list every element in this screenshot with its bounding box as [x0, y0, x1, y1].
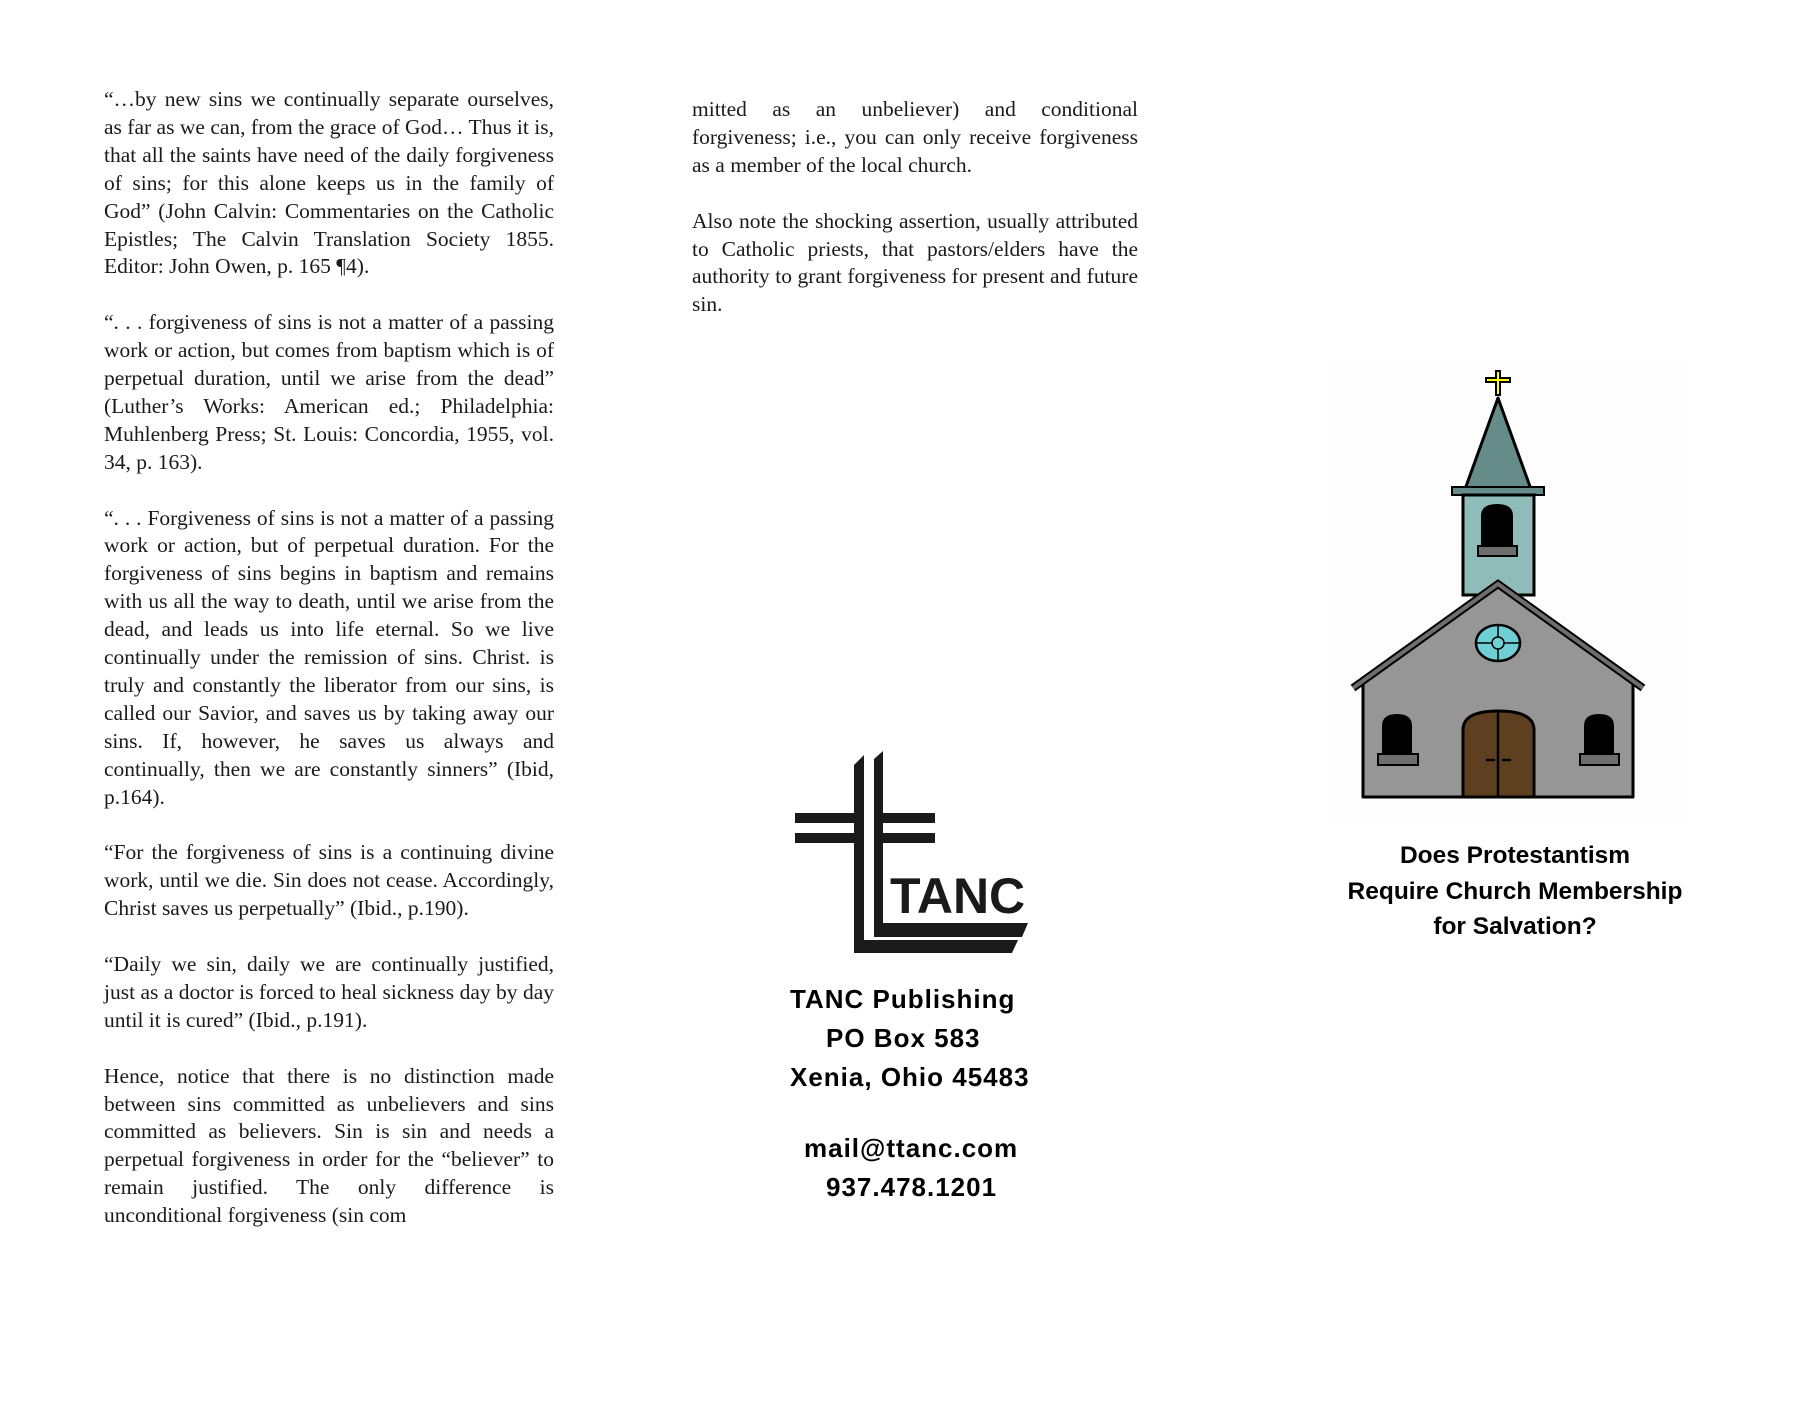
- publisher-name: TANC Publishing: [790, 984, 1016, 1014]
- title-line-2: Require Church Membership: [1347, 877, 1683, 905]
- publisher-email[interactable]: mail@ttanc.com: [804, 1133, 1019, 1163]
- publisher-info: [790, 980, 1090, 1207]
- luther-quote-191: “Daily we sin, daily we are continually justified, just as a doctor is forced to heal sickness day by day until it is cured” (Ibid., p.191).: [104, 952, 554, 1032]
- church-icon: [1328, 358, 1688, 820]
- left-column: [104, 86, 554, 1258]
- calvin-quote: “…by new sins we continually separate ourselves, as far as we can, from the grace of God… Thus it is, that all the saints have need of the daily forgiveness of sins; for this alone keeps us in the family of God” (John Calvin: Commentaries on the Catholic Epistles; The Calvin Translation Society 1855. Editor: John Owen, p. 165 ¶4).: [104, 87, 554, 279]
- publisher-city: Xenia, Ohio 45483: [790, 1062, 1030, 1092]
- logo-text: TANC: [890, 868, 1026, 924]
- title-line-3: for Salvation?: [1433, 913, 1597, 940]
- publisher-po-box: PO Box 583: [826, 1023, 981, 1053]
- spacer: [790, 1097, 1090, 1129]
- luther-quote-164: “. . . Forgiveness of sins is not a matter of a passing work or action, but of perpetual duration. For the forgiveness of sins begins in baptism and remains with us all the way to death, until we arise from the dead, and leads us into life eternal. So we live continually under the remission of sins. Christ. is truly and constantly the liberator from our sins, is called our Savior, and saves us by taking away our sins. If, however, he saves us always and continually, then we are constantly sinners” (Ibid, p.164).: [104, 505, 554, 809]
- commentary-paragraph: Hence, notice that there is no distinction made between sins committed as unbelievers and sins committed as believers. Sin is sin and needs a perpetual forgiveness in order for the “believer” to remain justified. The only difference is unconditional forgiveness (sin com: [104, 1063, 554, 1228]
- commentary-continued: mitted as an unbeliever) and conditional forgiveness; i.e., you can only receive forgiveness as a member of the local church.: [692, 97, 1138, 177]
- title-line-1: Does Protestantism: [1399, 842, 1631, 869]
- luther-quote-190: “For the forgiveness of sins is a continuing divine work, until we die. Sin does not cease. Accordingly, Christ saves us perpetually” (Ibid., p.190).: [104, 840, 554, 921]
- middle-column: [692, 96, 1138, 347]
- publisher-phone: 937.478.1201: [826, 1172, 998, 1202]
- cover-title: [1300, 838, 1730, 945]
- church-door-icon: [1463, 711, 1534, 797]
- luther-quote-163: “. . . forgiveness of sins is not a matter of a passing work or action, but comes from baptism which is of perpetual duration, until we arise from the dead” (Luther’s Works: American ed.; Philadelphia: Muhlenberg Press; St. Louis: Concordia, 1955, vol. 34, p. 163).: [104, 310, 554, 474]
- cross-logo-icon: [790, 745, 1030, 955]
- rose-window-icon: [1476, 625, 1520, 661]
- shocking-assertion-paragraph: Also note the shocking assertion, usually attributed to Catholic priests, that pastors/elders have the authority to grant forgiveness for present and future sin.: [692, 208, 1138, 317]
